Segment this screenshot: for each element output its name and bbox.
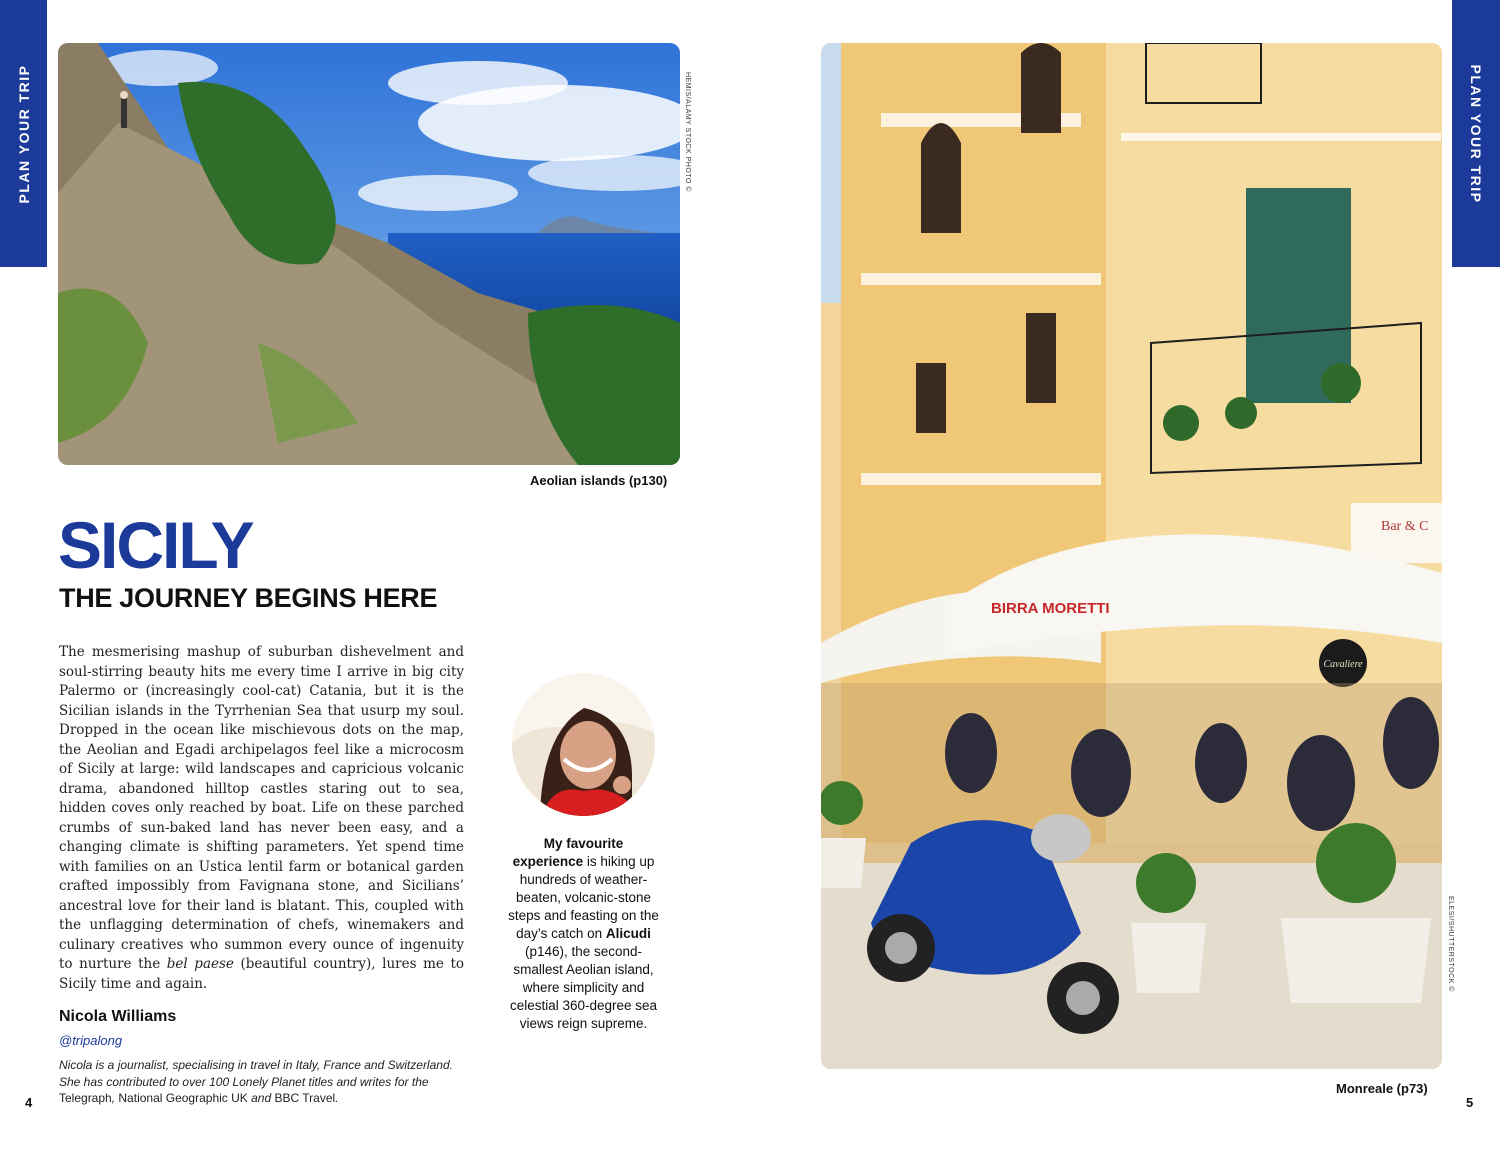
page-title: SICILY xyxy=(58,508,253,582)
page-number-right: 5 xyxy=(1466,1095,1474,1110)
author-bio-part2: , xyxy=(111,1091,119,1105)
intro-italic-phrase: bel paese xyxy=(166,956,234,972)
favourite-experience xyxy=(507,835,660,1033)
page-subtitle: THE JOURNEY BEGINS HERE xyxy=(59,583,438,613)
side-tab-right xyxy=(1452,0,1500,267)
author-handle[interactable]: @tripalong xyxy=(59,1033,123,1048)
shop-sign-text: Bar & C xyxy=(1381,519,1429,534)
side-tab-left-label: PLAN YOUR TRIP xyxy=(15,64,32,203)
author-portrait xyxy=(512,673,655,816)
author-bio-pub3: BBC Travel xyxy=(274,1091,336,1105)
author-bio-part3: and xyxy=(247,1091,275,1105)
monreale-photo xyxy=(821,43,1442,1069)
cafe-sign-text: Cavaliere xyxy=(1323,659,1363,670)
side-tab-right-label: PLAN YOUR TRIP xyxy=(1468,64,1484,203)
intro-text: The mesmerising mashup of suburban dishevelment and soul-stirring beauty hits me every time I arrive in big city Palermo or (increasingly cool-cat) Catania, but it is the Sicilian islands in the Tyrrhenian Sea that usurp my soul. Dropped in the ocean like mischievous dots on the map, the Aeolian and Egadi archipelagos feel like a microcosm of Sicily at large: wild landscapes and capricious volcanic drama, abandoned hilltop castles staring out to sea, hidden coves only reached by boat. Life on these parched crumbs of sun-baked land has never been easy, and a changing climate is shifting parameters. Yet spend time with families on an Ustica lentil farm or botanical garden crafted impossibly from Favignana stone, and Sicilians’ ancestral love for their land is blatant. This, coupled with the unflagging determination of chefs, winemakers and culinary creatives who summon every ounce of ingenuity to nurture the xyxy=(59,644,464,972)
right-photo-credit: ELESI/SHUTTERSTOCK © xyxy=(1447,896,1454,992)
page-number-left: 4 xyxy=(25,1095,33,1110)
side-tab-left xyxy=(0,0,47,267)
umbrella-brand-text: BIRRA MORETTI xyxy=(991,600,1110,617)
intro-closing-text: (beautiful country), lures me to Sicily time and again. xyxy=(59,956,465,992)
favourite-place: Alicudi xyxy=(605,926,651,941)
favourite-text-before: is hiking up hundreds of weather-beaten, volcanic-stone steps and feasting on the day’s catch on xyxy=(508,854,659,941)
favourite-text-after: (p146), the second-smallest Aeolian island, where simplicity and celestial 360-degree sea views reign supreme. xyxy=(509,944,658,1031)
right-photo-caption: Monreale (p73) xyxy=(1336,1081,1428,1096)
author-bio-part1: Nicola is a journalist, specialising in travel in Italy, France and Switzerland. She has contributed to over 100 Lonely Planet titles and writes for the xyxy=(59,1058,453,1089)
left-photo-credit: HEMIS/ALAMY STOCK PHOTO © xyxy=(684,72,691,192)
author-bio xyxy=(59,1057,459,1107)
author-name: Nicola Williams xyxy=(59,1008,177,1025)
author-bio-pub1: Telegraph xyxy=(59,1091,112,1105)
left-photo-caption: Aeolian islands (p130) xyxy=(530,473,668,488)
author-bio-end: . xyxy=(335,1091,339,1105)
aeolian-islands-photo xyxy=(58,43,680,465)
favourite-heading: My favourite experience xyxy=(512,836,624,869)
intro-paragraph xyxy=(59,643,464,994)
author-bio-pub2: National Geographic UK xyxy=(118,1091,248,1105)
